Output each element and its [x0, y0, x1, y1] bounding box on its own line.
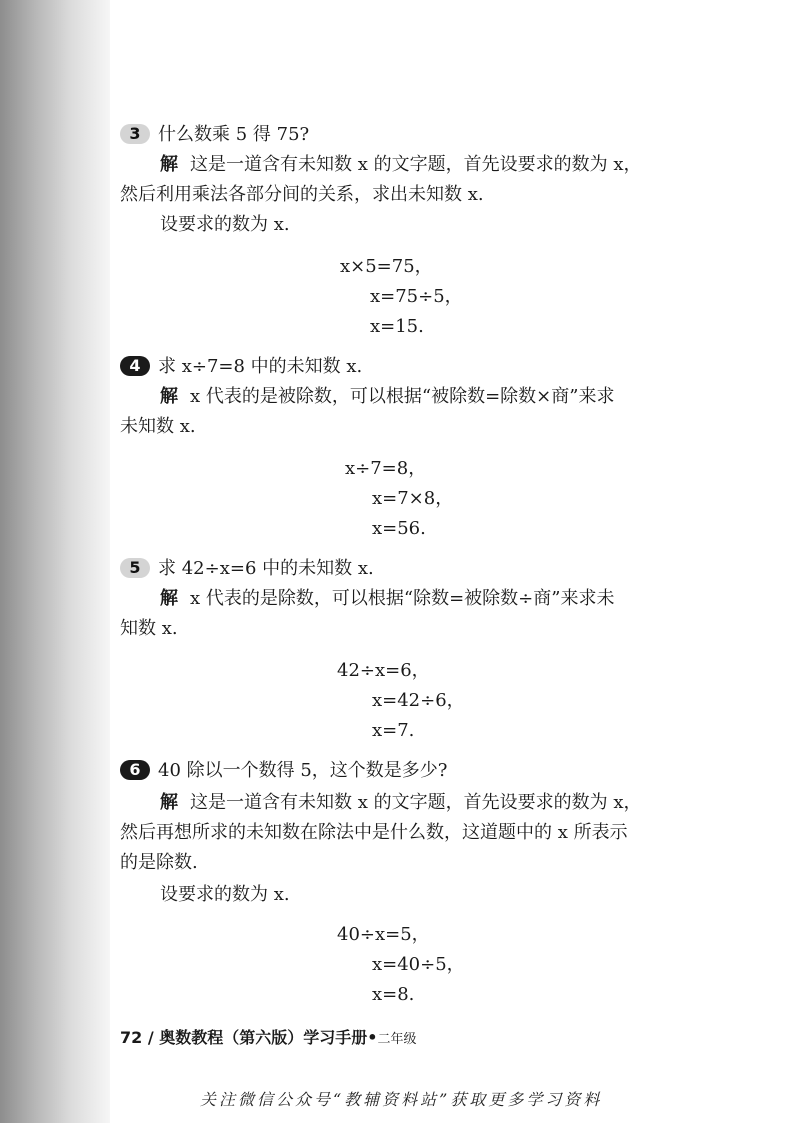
explanation-text: 这是一道含有未知数 x 的文字题，首先设要求的数为 x，: [190, 154, 642, 175]
equation-line: x=7×8，: [372, 488, 454, 509]
solution-line: [160, 790, 760, 816]
explanation-line: 未知数 x.: [120, 416, 196, 437]
footer-dot: •: [367, 1028, 378, 1047]
solution-label: 解: [160, 792, 178, 813]
equation-line: x=8.: [372, 984, 415, 1005]
problem-question: 40 除以一个数得 5，这个数是多少?: [158, 760, 448, 781]
solution-label: 解: [160, 154, 178, 175]
equation-line: x×5=75，: [340, 256, 433, 277]
problem-number-badge: 6: [120, 760, 150, 780]
solution-line: [160, 586, 760, 612]
page-number: 72: [120, 1028, 143, 1047]
solution-line: [160, 152, 760, 178]
equation-line: x=56.: [372, 518, 426, 539]
solution-label: 解: [160, 588, 178, 609]
equation-line: x=42÷6，: [372, 690, 465, 711]
equation-line: 42÷x=6，: [337, 660, 430, 681]
problem-number-badge: 4: [120, 356, 150, 376]
problem-4-question-line: [120, 354, 720, 380]
explanation-line: 然后利用乘法各部分间的关系，求出未知数 x.: [120, 184, 484, 205]
equation-line: 40÷x=5，: [337, 924, 430, 945]
problem-question: 求 x÷7=8 中的未知数 x.: [158, 356, 363, 377]
solution-label: 解: [160, 386, 178, 407]
explanation-text: x 代表的是除数，可以根据“除数=被除数÷商”来求未: [190, 588, 615, 609]
explanation-line: 然后再想所求的未知数在除法中是什么数，这道题中的 x 所表示: [120, 822, 628, 843]
equation-line: x=15.: [370, 316, 424, 337]
solution-line: [160, 384, 760, 410]
problem-number-badge: 5: [120, 558, 150, 578]
explanation-line: 的是除数.: [120, 852, 198, 873]
equation-line: x÷7=8，: [345, 458, 427, 479]
equation-line: x=7.: [372, 720, 415, 741]
explanation-text: 这是一道含有未知数 x 的文字题，首先设要求的数为 x，: [190, 792, 642, 813]
problem-number-badge: 3: [120, 124, 150, 144]
equation-line: x=40÷5，: [372, 954, 465, 975]
setup-line: 设要求的数为 x.: [160, 884, 290, 905]
problem-3-question-line: [120, 122, 720, 148]
footer-separator: /: [147, 1028, 154, 1047]
page-footer: [120, 1025, 417, 1048]
setup-line: 设要求的数为 x.: [160, 214, 290, 235]
grade-label: 二年级: [377, 1032, 417, 1047]
problem-question: 什么数乘 5 得 75?: [158, 124, 310, 145]
explanation-line: 知数 x.: [120, 618, 178, 639]
watermark-text: 关注微信公众号“教辅资料站”获取更多学习资料: [200, 1090, 603, 1109]
problem-question: 求 42÷x=6 中的未知数 x.: [158, 558, 374, 579]
equation-line: x=75÷5，: [370, 286, 463, 307]
problem-5-question-line: [120, 556, 720, 582]
problem-6-question-line: [120, 758, 720, 784]
book-title: 奥数教程（第六版）学习手册: [159, 1028, 368, 1047]
explanation-text: x 代表的是被除数，可以根据“被除数=除数×商”来求: [190, 386, 615, 407]
